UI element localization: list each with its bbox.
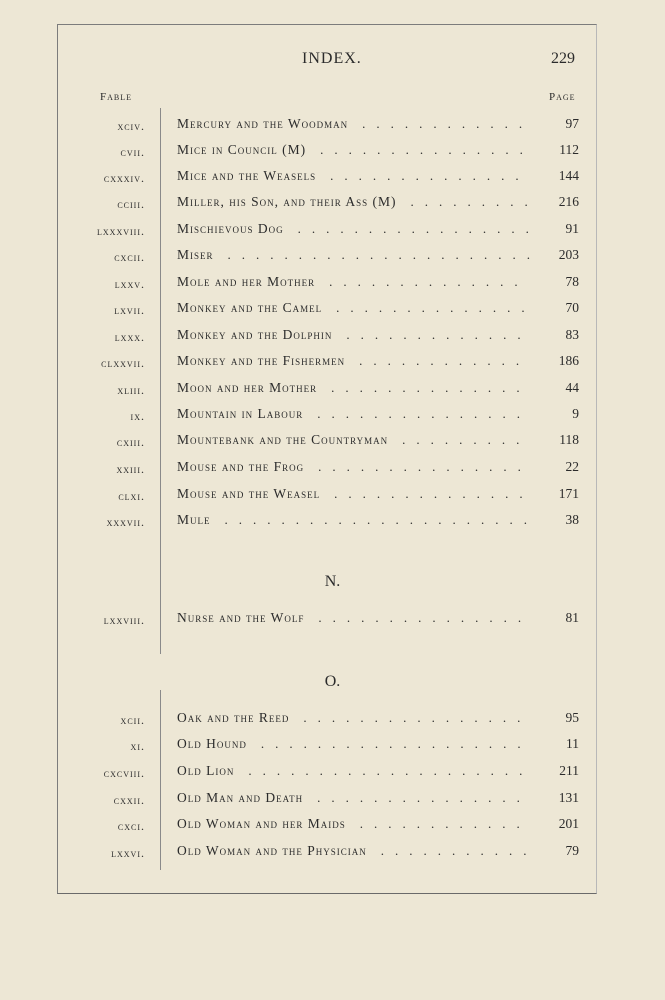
index-row [0,194,665,214]
page-reference: 81 [565,610,579,625]
index-row [0,221,665,241]
page-title: INDEX. [302,50,362,67]
page-reference: 186 [558,353,579,368]
index-row [0,406,665,426]
fable-number: cxcviii. [103,766,145,780]
fable-title: Mice in Council (M) [177,142,307,157]
page-reference: 22 [565,459,579,474]
fable-title: Moon and her Mother [177,380,318,395]
fable-title: Old Man and Death [177,790,304,805]
page-reference: 38 [565,512,579,527]
leader-dots: .............. [336,300,536,315]
page-reference: 70 [565,300,579,315]
fable-title: Mule [177,512,211,527]
fable-number: ix. [130,409,145,423]
fable-title: Mischievous Dog [177,221,284,236]
leader-dots: ............ [359,353,531,368]
fable-title: Old Hound [177,736,247,751]
page-reference: 83 [565,327,579,342]
page-reference: 131 [558,790,579,805]
fable-number: cxxii. [113,793,145,807]
index-row [0,486,665,506]
fable-number: clxxvii. [101,356,145,370]
fable-number: lxxvi. [111,846,145,860]
page-reference: 201 [558,816,579,831]
index-row [0,763,665,783]
page-reference: 144 [558,168,579,183]
fable-number: xxxvii. [106,515,145,529]
fable-number: xxiii. [116,462,145,476]
index-row [0,274,665,294]
page-number: 229 [551,50,575,67]
leader-dots: .................... [248,763,534,778]
fable-number: xliii. [117,383,145,397]
fable-title: Nurse and the Wolf [177,610,305,625]
page-reference: 79 [565,843,579,858]
index-row [0,327,665,347]
index-row [0,790,665,810]
index-row [0,710,665,730]
fable-number: lxxviii. [103,613,145,627]
leader-dots: ......... [410,194,539,209]
page-reference: 171 [558,486,579,501]
fable-title: Mouse and the Frog [177,459,305,474]
fable-title: Mercury and the Woodman [177,116,349,131]
fable-number: lxxxviii. [97,224,145,238]
fable-title: Monkey and the Fishermen [177,353,346,368]
section-letter: N. [324,573,341,590]
leader-dots: ...................... [227,247,542,262]
fable-number: lxvii. [114,303,145,317]
fable-title: Mole and her Mother [177,274,316,289]
page-reference: 44 [565,380,579,395]
page-reference: 216 [558,194,579,209]
page-reference: 9 [572,406,579,421]
page-reference: 97 [565,116,579,131]
index-row [0,610,665,630]
fable-number: cxiii. [116,435,145,449]
fable-title: Old Woman and the Physician [177,843,367,858]
index-row [0,816,665,836]
leader-dots: ................ [303,710,532,725]
leader-dots: ................. [297,221,540,236]
leader-dots: ............. [346,327,532,342]
index-row [0,300,665,320]
leader-dots: ................... [260,736,532,751]
leader-dots: ......... [402,432,531,447]
fable-title: Mountebank and the Countryman [177,432,389,447]
fable-number: lxxv. [114,277,145,291]
fable-column-label: Fable [100,91,133,103]
index-row [0,380,665,400]
page-reference: 78 [565,274,579,289]
index-row [0,168,665,188]
fable-title: Mouse and the Weasel [177,486,321,501]
fable-number: clxi. [118,489,145,503]
fable-title: Monkey and the Camel [177,300,323,315]
fable-title: Monkey and the Dolphin [177,327,333,342]
leader-dots: .............. [334,486,534,501]
fable-number: cvii. [120,145,145,159]
index-row [0,459,665,479]
leader-dots: ............... [318,610,533,625]
fable-number: xciv. [117,119,145,133]
leader-dots: ............... [317,406,532,421]
leader-dots: ...................... [224,512,538,527]
leader-dots: .............. [330,168,530,183]
fable-title: Mountain in Labour [177,406,304,421]
page-column-label: Page [549,91,576,103]
fable-title: Oak and the Reed [177,710,290,725]
fable-number: xcii. [120,713,145,727]
index-row [0,736,665,756]
fable-title: Old Lion [177,763,235,778]
fable-number: cxxxiv. [103,171,145,185]
fable-number: xi. [130,739,145,753]
fable-title: Old Woman and her Maids [177,816,346,831]
page-reference: 118 [559,432,579,447]
page-reference: 112 [559,142,579,157]
page-reference: 203 [558,247,579,262]
fable-title: Miller, his Son, and their Ass (M) [177,194,397,209]
index-row [0,247,665,267]
section-letter: O. [324,673,341,690]
leader-dots: ............... [317,790,531,805]
leader-dots: ............ [359,816,531,831]
index-row [0,512,665,532]
fable-title: Mice and the Weasels [177,168,317,183]
fable-number: cxcii. [114,250,145,264]
index-row [0,432,665,452]
index-row [0,353,665,373]
fable-title: Miser [177,247,214,262]
page-reference: 95 [565,710,579,725]
page-reference: 211 [559,763,579,778]
page-reference: 11 [566,736,579,751]
index-row [0,843,665,863]
leader-dots: .............. [331,380,531,395]
leader-dots: ............ [362,116,534,131]
leader-dots: ............... [320,142,534,157]
leader-dots: ........... [380,843,538,858]
leader-dots: .............. [329,274,529,289]
fable-number: lxxx. [114,330,145,344]
leader-dots: ............... [318,459,532,474]
page-reference: 91 [565,221,579,236]
index-row [0,116,665,136]
fable-number: cciii. [117,197,145,211]
fable-number: cxci. [117,819,145,833]
index-row [0,142,665,162]
